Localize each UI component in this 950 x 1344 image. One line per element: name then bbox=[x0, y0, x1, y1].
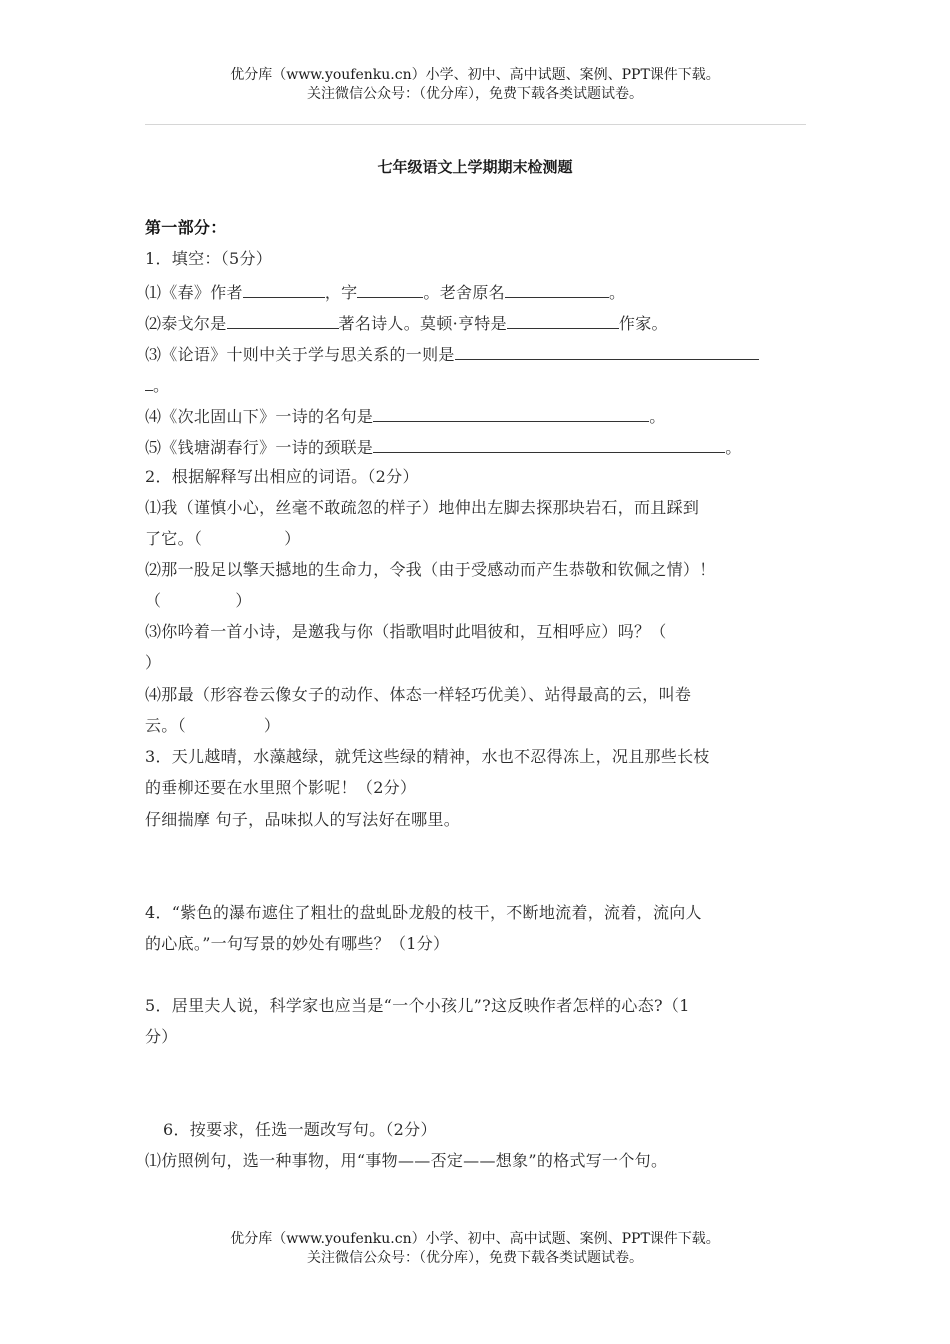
q1-item-2-text-a: ⑵泰戈尔是 bbox=[145, 314, 227, 333]
q2-item-1-close: ） bbox=[284, 529, 301, 548]
q3-line-2: 的垂柳还要在水里照个影呢！（2分） bbox=[145, 778, 417, 797]
q1-item-3-cont bbox=[145, 373, 169, 397]
q2-item-3-line-1: ⑶你吟着一首小诗，是邀我与你（指歌唱时此唱彼和，互相呼应）吗？（ bbox=[145, 622, 667, 641]
q2-item-4-open: 云。（ bbox=[145, 716, 186, 735]
q1-item-2 bbox=[145, 311, 668, 335]
blank-original-name[interactable] bbox=[505, 280, 609, 298]
blank-author[interactable] bbox=[243, 280, 325, 298]
q1-item-1 bbox=[145, 280, 625, 304]
q5-line-2: 分） bbox=[145, 1027, 178, 1046]
q2-item-2-line-2 bbox=[145, 590, 252, 612]
page-header bbox=[0, 66, 950, 104]
q4-line-2: 的心底。”一句写景的妙处有哪些？（1分） bbox=[145, 934, 450, 953]
q1-item-2-text-b: 著名诗人。莫顿·亨特是 bbox=[338, 314, 507, 333]
q5-line-1: 5．居里夫人说，科学家也应当是“一个小孩儿”?这反映作者怎样的心态?（1 bbox=[145, 996, 690, 1015]
blank-analects-cont[interactable] bbox=[145, 373, 153, 391]
page-footer bbox=[0, 1230, 950, 1268]
q2-item-1-line-2 bbox=[145, 528, 301, 550]
q1-item-2-text-c: 作家。 bbox=[618, 314, 668, 333]
blank-poem-line[interactable] bbox=[373, 404, 649, 422]
q1-item-5 bbox=[145, 435, 742, 459]
page-title: 七年级语文上学期期末检测题 bbox=[377, 158, 573, 176]
q1-item-4 bbox=[145, 404, 666, 428]
q1-item-1-text-c: 。老舍原名 bbox=[423, 283, 505, 302]
q2-heading: 2．根据解释写出相应的词语。（2分） bbox=[145, 467, 419, 486]
q1-item-3-text-b: 。 bbox=[153, 376, 170, 395]
q1-item-3 bbox=[145, 342, 759, 366]
q6-heading: 6．按要求，任选一题改写句。（2分） bbox=[163, 1120, 437, 1139]
header-divider bbox=[145, 124, 806, 125]
q3-line-1: 3．天儿越晴，水藻越绿，就凭这些绿的精神，水也不忍得冻上，况且那些长枝 bbox=[145, 747, 710, 766]
q1-item-1-text-d: 。 bbox=[608, 283, 626, 302]
header-line-1: 优分库（www.youfenku.cn）小学、初中、高中试题、案例、PPT课件下载。 bbox=[230, 67, 720, 83]
q1-item-3-text-a: ⑶《论语》十则中关于学与思关系的一则是 bbox=[145, 345, 455, 364]
footer-line-1: 优分库（www.youfenku.cn）小学、初中、高中试题、案例、PPT课件下载。 bbox=[230, 1231, 720, 1247]
q2-item-4-close: ） bbox=[263, 716, 281, 735]
q2-item-1-line-1: ⑴我（谨慎小心，丝毫不敢疏忽的样子）地伸出左脚去探那块岩石，而且踩到 bbox=[145, 498, 700, 517]
q1-item-4-text-b: 。 bbox=[649, 407, 666, 426]
section-heading: 第一部分： bbox=[145, 218, 227, 237]
q1-item-1-text-b: ，字 bbox=[324, 283, 358, 302]
q2-item-3-line-2: ） bbox=[145, 653, 162, 672]
q2-item-2-line-1: ⑵那一股足以擎天撼地的生命力，令我（由于受感动而产生恭敬和钦佩之情）！ bbox=[145, 560, 716, 579]
blank-tagore[interactable] bbox=[227, 311, 339, 329]
q6-item-1: ⑴仿照例句，选一种事物，用“事物——否定——想象”的格式写一个句。 bbox=[145, 1151, 668, 1170]
footer-line-2: 关注微信公众号：（优分库），免费下载各类试题试卷。 bbox=[307, 1250, 643, 1266]
q4-line-1: 4．“紫色的瀑布遮住了粗壮的盘虬卧龙般的枝干，不断地流着，流着，流向人 bbox=[145, 903, 702, 922]
blank-hunt[interactable] bbox=[507, 311, 619, 329]
header-line-2: 关注微信公众号：（优分库），免费下载各类试题试卷。 bbox=[307, 86, 643, 102]
q3-line-3: 仔细揣摩 句子，品味拟人的写法好在哪里。 bbox=[145, 810, 461, 829]
q1-item-5-text-a: ⑸《钱塘湖春行》一诗的颈联是 bbox=[145, 438, 374, 457]
q1-item-5-text-b: 。 bbox=[725, 438, 742, 457]
q1-item-1-text-a: ⑴《春》作者 bbox=[145, 283, 243, 302]
q2-item-1-open: 了它。（ bbox=[145, 529, 203, 548]
blank-couplet[interactable] bbox=[373, 435, 725, 453]
q2-item-4-line-2 bbox=[145, 715, 280, 737]
q2-item-2-open: （ bbox=[145, 591, 162, 610]
blank-courtesy-name[interactable] bbox=[357, 280, 423, 298]
q2-item-2-close: ） bbox=[235, 591, 252, 610]
q2-item-4-line-1: ⑷那最（形容卷云像女子的动作、体态一样轻巧优美）、站得最高的云，叫卷 bbox=[145, 685, 692, 704]
blank-analects[interactable] bbox=[455, 342, 759, 360]
q1-item-4-text-a: ⑷《次北固山下》一诗的名句是 bbox=[145, 407, 374, 426]
q1-heading: 1．填空：（5分） bbox=[145, 249, 273, 268]
